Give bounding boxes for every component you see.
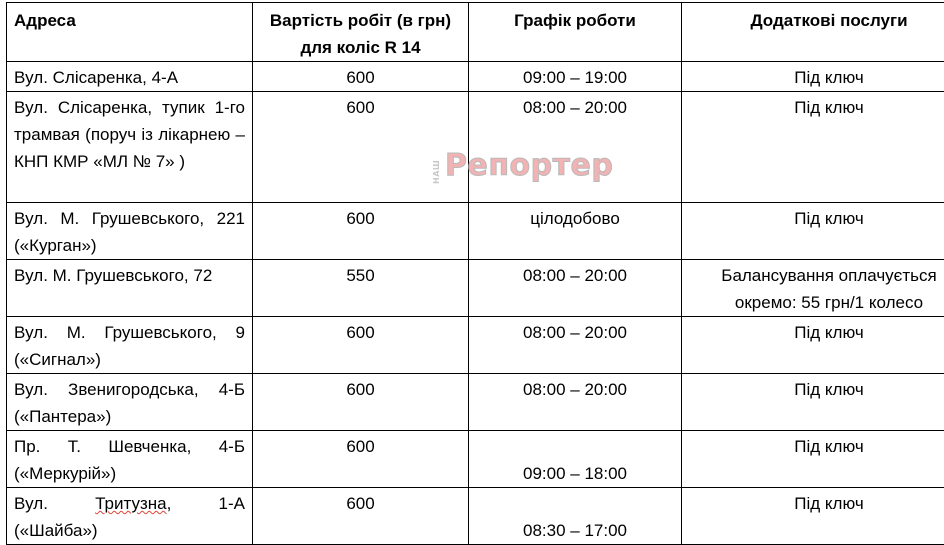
cell-schedule [469,431,682,488]
cell-schedule [469,260,682,317]
cell-cost: 600 [253,488,469,545]
schedule-text: 08:00 – 20:00 [523,266,627,285]
cell-address [7,62,253,92]
cell-schedule [469,317,682,374]
header-address: Адреса [7,3,253,62]
cell-extra-services: Під ключ [682,488,944,545]
schedule-text: 08:00 – 20:00 [523,323,627,342]
table-row [7,92,944,203]
schedule-text: 08:00 – 20:00 [523,98,627,117]
cell-address [7,488,253,545]
cell-address [7,203,253,260]
watermark-logo-text: Репортер [445,148,613,183]
address-text: Вул. Слісаренка, тупик 1-го трамвая (поруч із лікарнею – КНП КМР «МЛ № 7» ) [14,98,245,171]
cell-cost: 600 [253,62,469,92]
schedule-text: цілодобово [530,209,620,228]
cell-schedule [469,203,682,260]
table-header-row [7,3,944,62]
cell-address [7,317,253,374]
header-schedule: Графік роботи [469,3,682,62]
table-row [7,317,944,374]
cell-cost: 600 [253,92,469,203]
cell-extra-services: Під ключ [682,374,944,431]
table-row [7,260,944,317]
watermark-prefix: НАШ [432,152,442,184]
address-text: Вул. Звенигородська, 4-Б («Пантера») [14,380,245,426]
schedule-text: 08:30 – 17:00 [476,490,674,544]
cell-schedule [469,62,682,92]
cell-cost: 600 [253,203,469,260]
cell-address [7,92,253,203]
address-text: Вул. М. Грушевського, 72 [14,266,212,285]
table-row [7,488,944,545]
cell-extra-services: Під ключ [682,203,944,260]
cell-extra-services: Балансування оплачується окремо: 55 грн/1 колесо [682,260,944,317]
address-text: Пр. Т. Шевченка, 4-Б («Меркурій») [14,437,245,483]
schedule-text: 09:00 – 19:00 [523,68,627,87]
cell-address [7,374,253,431]
cell-schedule [469,374,682,431]
cell-schedule [469,92,682,203]
cell-extra-services: Під ключ [682,62,944,92]
address-text: Тритузна [95,494,167,513]
cell-address [7,260,253,317]
cell-cost: 550 [253,260,469,317]
header-cost: Вартість робіт (в грн) для коліс R 14 [253,3,469,62]
table-row [7,431,944,488]
address-text: Вул. М. Грушевського, 221 («Курган») [14,209,245,255]
cell-address [7,431,253,488]
cell-extra-services: Під ключ [682,92,944,203]
table-row [7,374,944,431]
table-row [7,62,944,92]
cell-extra-services: Під ключ [682,317,944,374]
schedule-text: 09:00 – 18:00 [476,433,674,487]
cell-extra-services: Під ключ [682,431,944,488]
address-text: Вул. [14,494,95,513]
cell-cost: 600 [253,317,469,374]
address-text: Вул. Слісаренка, 4-А [14,68,178,87]
cell-schedule [469,488,682,545]
table-row [7,203,944,260]
header-extra-services: Додаткові послуги [682,3,944,62]
address-text: Вул. М. Грушевського, 9 («Сигнал») [14,323,245,369]
address-text: , 1-А («Шайба») [14,494,245,540]
cell-cost: 600 [253,431,469,488]
schedule-text: 08:00 – 20:00 [523,380,627,399]
price-table [6,2,944,545]
cell-cost: 600 [253,374,469,431]
